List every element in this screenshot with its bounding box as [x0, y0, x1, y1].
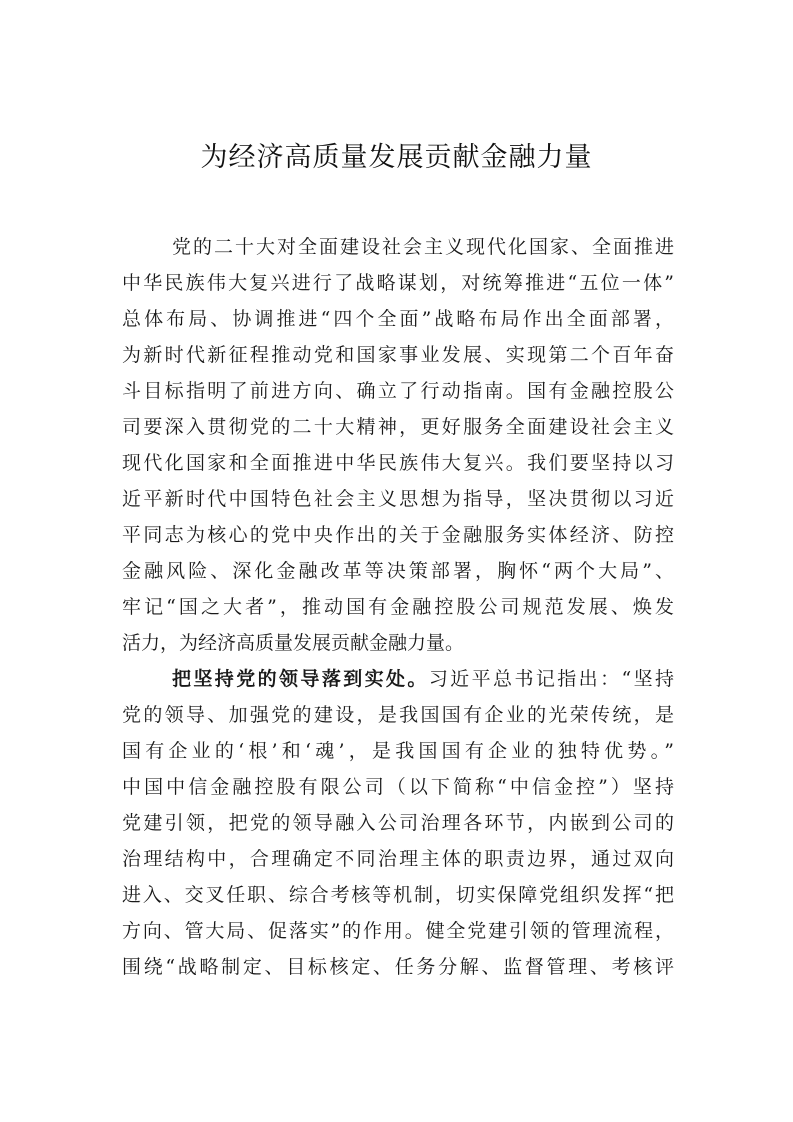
text-line: 牢记“国之大者”，推动国有金融控股公司规范发展、焕发 — [122, 596, 674, 618]
text-line: 中华民族伟大复兴进行了战略谋划，对统筹推进“五位一体” — [122, 272, 674, 294]
text-line: 党建引领，把党的领导融入公司治理各环节，内嵌到公司的 — [122, 812, 674, 834]
text-line: 党的领导、加强党的建设，是我国国有企业的光荣传统，是 — [122, 704, 674, 726]
text-line: 为新时代新征程推动党和国家事业发展、实现第二个百年奋 — [122, 344, 674, 366]
text-line: 总体布局、协调推进“四个全面”战略布局作出全面部署， — [122, 308, 674, 330]
document-title: 为经济高质量发展贡献金融力量 — [200, 142, 593, 173]
text-line: 金融风险、深化金融改革等决策部署，胸怀“两个大局”、 — [122, 560, 674, 582]
text-line: 方向、管大局、促落实”的作用。健全党建引领的管理流程， — [122, 920, 674, 942]
text-line: 司要深入贯彻党的二十大精神，更好服务全面建设社会主义 — [122, 416, 674, 438]
section-heading: 把坚持党的领导落到实处。 — [172, 668, 429, 690]
text-line: 党的二十大对全面建设社会主义现代化国家、全面推进 — [172, 236, 674, 258]
text-line: 平同志为核心的党中央作出的关于金融服务实体经济、防控 — [122, 524, 674, 546]
document-body — [122, 229, 674, 985]
text-line: 活力，为经济高质量发展贡献金融力量。 — [122, 632, 465, 654]
text-line: 国有企业的‘根’和‘魂’，是我国国有企业的独特优势。” — [122, 740, 674, 762]
text-line: 围绕“战略制定、目标核定、任务分解、监督管理、考核评 — [122, 956, 674, 978]
text-line — [122, 661, 674, 697]
text-line: 斗目标指明了前进方向、确立了行动指南。国有金融控股公 — [122, 380, 674, 402]
text-line: 中国中信金融控股有限公司（以下简称“中信金控”）坚持 — [122, 776, 674, 798]
paragraph-2 — [122, 661, 674, 985]
text-run: 习近平总书记指出：“坚持 — [428, 668, 674, 690]
paragraph-1 — [122, 229, 674, 661]
text-line: 治理结构中，合理确定不同治理主体的职责边界，通过双向 — [122, 848, 674, 870]
text-line: 进入、交叉任职、综合考核等机制，切实保障党组织发挥“把 — [122, 884, 674, 906]
text-line: 近平新时代中国特色社会主义思想为指导，坚决贯彻以习近 — [122, 488, 674, 510]
text-line: 现代化国家和全面推进中华民族伟大复兴。我们要坚持以习 — [122, 452, 674, 474]
